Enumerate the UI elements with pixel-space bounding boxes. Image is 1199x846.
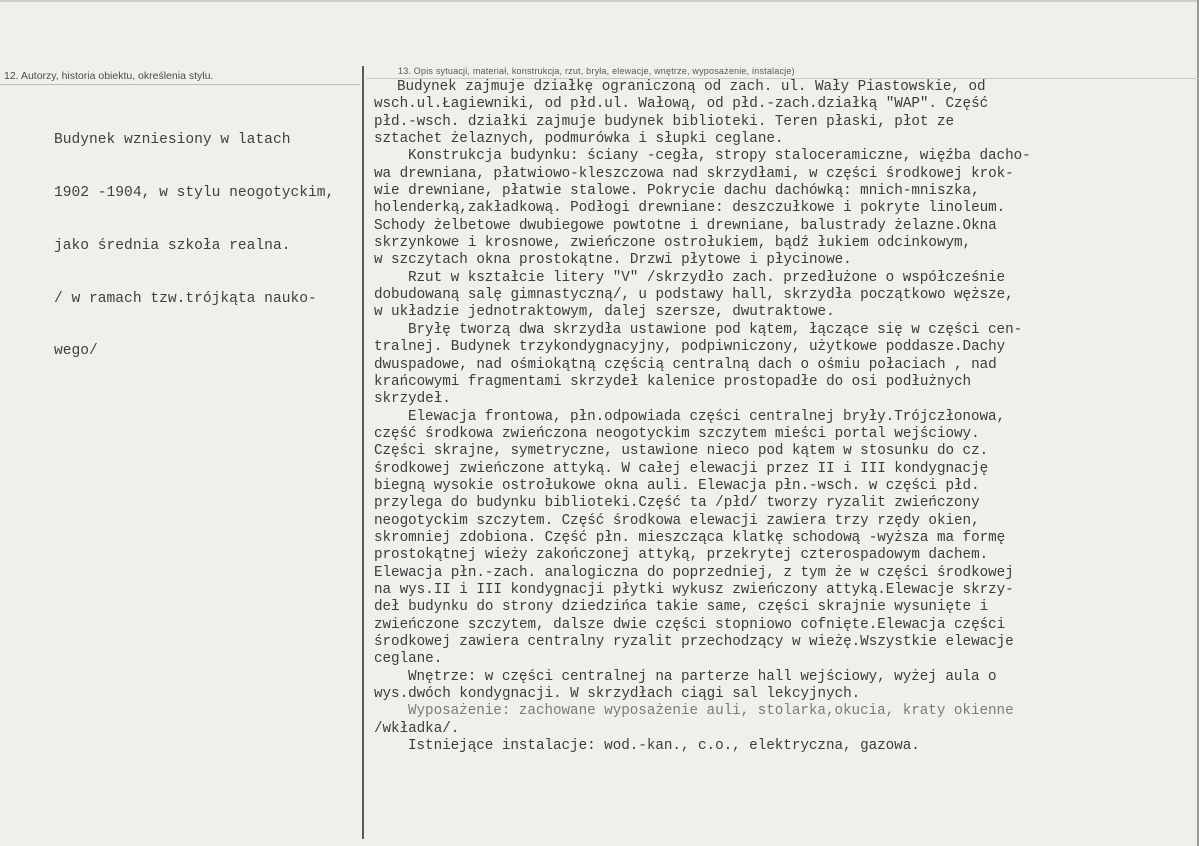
description-line: /wkładka/. [374,720,460,737]
description-line: część środkowa zwieńczona neogotyckim szczytem mieści portal wejściowy. [374,425,980,442]
history-line: / w ramach tzw.trójkąta nauko- [54,290,317,307]
description-line: dobudowaną salę gimnastyczną/, u podstawy hall, skrzydła początkowo węższe, [374,287,1014,304]
description-line: skrzynkowe i krosnowe, zwieńczone ostrołukiem, bądź łukiem odcinkowym, [374,235,972,252]
description-line: w układzie jednotraktowym, dalej szersze, dwutraktowe. [374,304,835,321]
description-line: Elewacja płn.-zach. analogiczna do poprzedniej, z tym że w części środkowej [374,564,1014,581]
description-line: Istniejące instalacje: wod.-kan., c.o., elektryczna, gazowa. [408,738,920,755]
description-line: przylega do budynku biblioteki.Część ta /płd/ tworzy ryzalit zwieńczony [374,495,980,512]
description-line: w szczytach okna prostokątne. Drzwi płytowe i płycinowe. [374,252,852,269]
description-line: Budynek zajmuje działkę ograniczoną od zach. ul. Wały Piastowskie, od [397,79,986,95]
description-text [374,79,1194,755]
column-divider [362,66,364,839]
description-line: neogotyckim szczytem. Część środkowa elewacji zawiera trzy rzędy okien, [374,512,980,529]
description-line: sztachet żelaznych, podmurówka i słupki ceglane. [374,131,784,148]
description-line: biegną wysokie ostrołukowe okna auli. Elewacja płn.-wsch. w części płd. [374,477,980,494]
description-line: zwieńczone szczytem, dalsze dwie części stopniowo cofnięte.Elewacja części [374,616,1006,633]
card-top-edge [0,0,1199,2]
history-line: Budynek wzniesiony w latach [54,132,291,149]
description-line: Części skrajne, symetryczne, ustawione nieco pod kątem w stosunku do cz. [374,443,989,460]
description-line: wa drewniana, płatwiowo-kleszczowa nad skrzydłami, w części środkowej krok- [374,165,1014,182]
description-line: Elewacja frontowa, płn.odpowiada części centralnej bryły.Trójczłonowa, [408,408,1006,425]
description-line: skromniej zdobiona. Część płn. mieszcząca klatkę schodową -wyższa ma formę [374,529,1006,546]
description-line: Konstrukcja budynku: ściany -cegła, stropy staloceramiczne, więźba dacho- [408,148,1031,165]
description-line: tralnej. Budynek trzykondygnacyjny, podpiwniczony, użytkowe poddasze.Dachy [374,339,1006,356]
description-line: Schody żelbetowe dwubiegowe powtotne i drewniane, balustrady żelazne.Okna [374,217,997,234]
history-line: jako średnia szkoła realna. [54,237,291,254]
description-line: środkowej zwieńczone attyką. W całej elewacji przez II i III kondygnację [374,460,989,477]
description-line: środkowej zawiera centralny ryzalit przechodzący w wieżę.Wszystkie elewacje [374,634,1014,650]
description-line: ceglane. [374,651,443,668]
description-line: wie drewniane, płatwie stalowe. Pokrycie dachu dachówką: mnich-mniszka, [374,183,980,200]
left-header-rule [0,84,360,85]
description-line: Wnętrze: w części centralnej na parterze hall wejściowy, wyżej aula o [408,668,997,685]
description-line: skrzydeł. [374,391,451,408]
description-line: deł budynku do strony dziedzińca takie same, części skrajnie wysunięte i [374,599,989,616]
section-12-heading: 12. Autorzy, historia obiektu, określenia stylu. [4,70,214,82]
description-line: krańcowymi fragmentami skrzydeł kalenice prostopadłe do osi podłużnych [374,373,972,390]
description-line: wsch.ul.Łagiewniki, od płd.ul. Wałową, od płd.-zach.działką "WAP". Część [374,96,989,113]
description-line: płd.-wsch. działki zajmuje budynek biblioteki. Teren płaski, płot ze [374,113,955,130]
description-line: Rzut w kształcie litery "V" /skrzydło zach. przedłużone o współcześnie [408,269,1006,286]
description-line: dwuspadowe, nad ośmiokątną częścią centralną dach o ośmiu połaciach , nad [374,356,997,373]
history-line: wego/ [54,343,98,360]
history-text [54,97,360,396]
history-line: 1902 -1904, w stylu neogotyckim, [54,184,335,201]
description-line: prostokątnej wieży zakończonej attyką, przekrytej czterospadowym dachem. [374,547,989,564]
section-13-heading: 13. Opis sytuacji, materiał, konstrukcja, rzut, bryła, elewacje, wnętrze, wyposażenie, instalacje) [398,66,795,76]
description-line: Wyposażenie: zachowane wyposażenie auli, stolarka,okucia, kraty okienne [408,703,1014,720]
description-line: wys.dwóch kondygnacji. W skrzydłach ciągi sal lekcyjnych. [374,686,861,703]
description-line: holenderką,zakładkową. Podłogi drewniane: deszczułkowe i pokryte linoleum. [374,200,1006,217]
description-line: na wys.II i III kondygnacji płytki wykusz zwieńczony attyką.Elewacje skrzy- [374,581,1014,598]
description-line: Bryłę tworzą dwa skrzydła ustawione pod kątem, łączące się w części cen- [408,321,1023,338]
